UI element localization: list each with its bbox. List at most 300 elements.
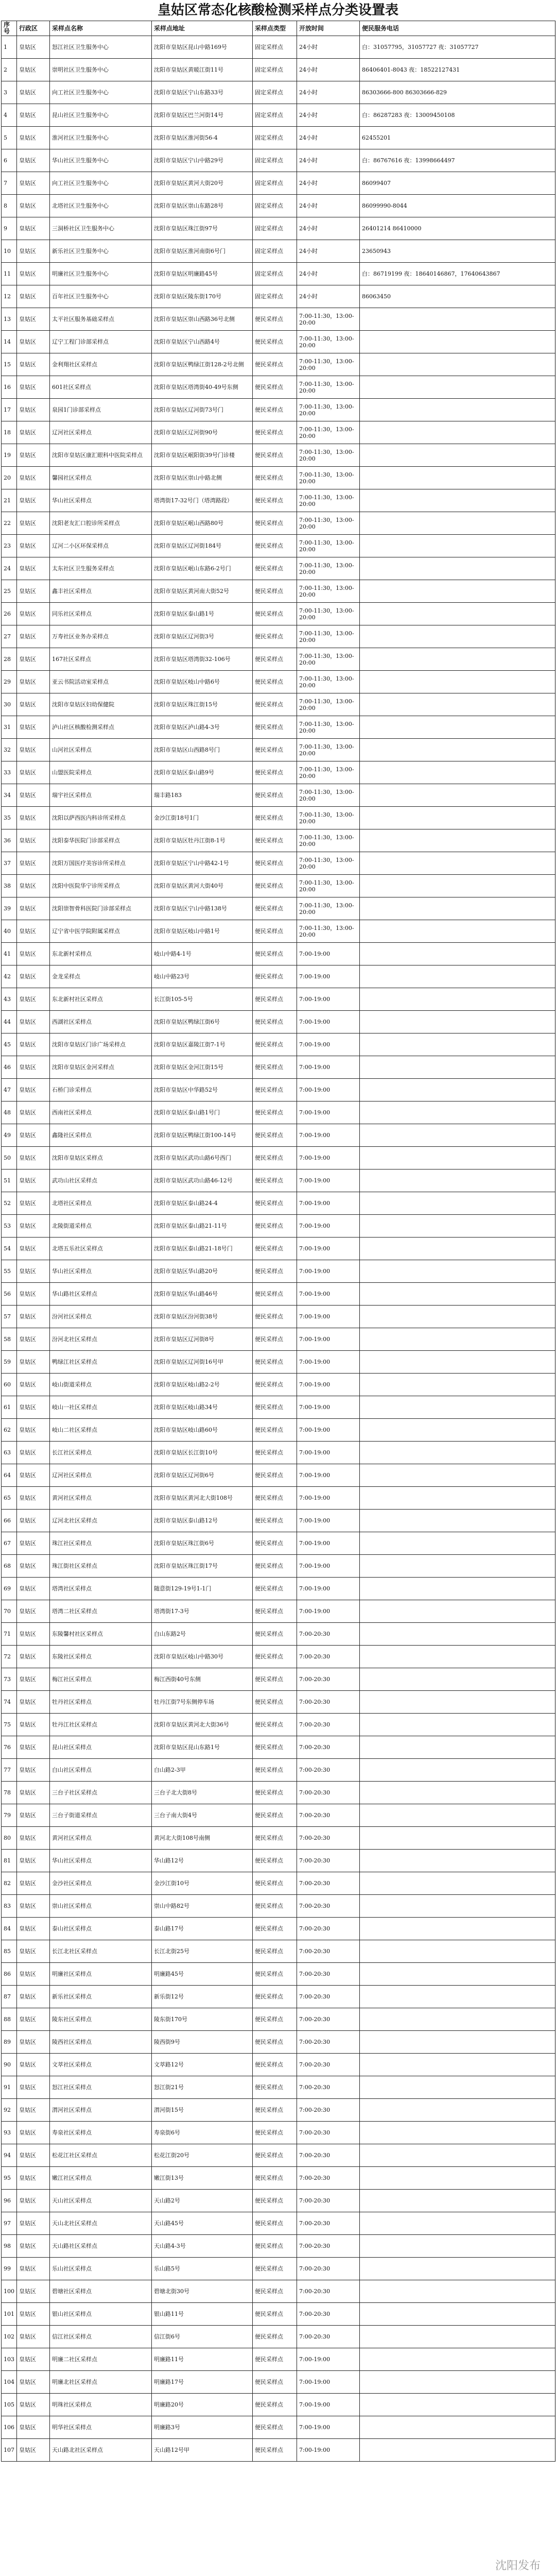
cell-phone: 86406401-8043 夜：18522127431 (360, 59, 555, 81)
cell-site-name: 东陵馨村社区采样点 (50, 1623, 152, 1646)
table-row (2, 1328, 555, 1351)
cell-phone (360, 1487, 555, 1510)
table-row (2, 36, 555, 59)
cell-district: 皇姑区 (17, 625, 50, 648)
cell-open-hours: 7:00-11:30，13:00-20:00 (297, 671, 360, 693)
cell-site-type: 便民采样点 (253, 2416, 297, 2439)
watermark: 沈阳发布 (495, 2560, 541, 2572)
cell-district: 皇姑区 (17, 149, 50, 172)
cell-district: 皇姑区 (17, 2303, 50, 2326)
cell-district: 皇姑区 (17, 1464, 50, 1487)
cell-open-hours: 24小时 (297, 172, 360, 195)
cell-site-name: 淮河社区卫生服务中心 (50, 127, 152, 149)
cell-site-type: 固定采样点 (253, 127, 297, 149)
table-row (2, 2190, 555, 2212)
table-row (2, 172, 555, 195)
cell-site-type: 便民采样点 (253, 1056, 297, 1079)
cell-site-type: 便民采样点 (253, 1646, 297, 1668)
cell-site-type: 便民采样点 (253, 1918, 297, 1940)
cell-phone (360, 1306, 555, 1328)
table-row (2, 353, 555, 376)
cell-site-address: 沈阳市皇姑区泰山路21-18号门 (152, 1238, 253, 1260)
cell-index: 46 (2, 1056, 17, 1079)
table-row (2, 739, 555, 761)
cell-open-hours: 24小时 (297, 263, 360, 285)
table-row (2, 1623, 555, 1646)
cell-index: 107 (2, 2439, 17, 2462)
cell-district: 皇姑区 (17, 1260, 50, 1283)
cell-site-name: 北塔社区采样点 (50, 1192, 152, 1215)
table-row (2, 829, 555, 852)
cell-phone (360, 2258, 555, 2280)
cell-site-name: 华山社区采样点 (50, 1260, 152, 1283)
cell-site-type: 便民采样点 (253, 467, 297, 489)
cell-site-address: 沈阳市皇姑区泸山路4-3号 (152, 716, 253, 739)
cell-district: 皇姑区 (17, 943, 50, 965)
cell-district: 皇姑区 (17, 1895, 50, 1918)
cell-site-name: 黄河社区采样点 (50, 1487, 152, 1510)
cell-site-type: 便民采样点 (253, 2280, 297, 2303)
cell-site-name: 太平社区服务基础采样点 (50, 308, 152, 331)
cell-site-name: 沈阳泰华医院门诊部采样点 (50, 829, 152, 852)
cell-site-name: 601社区采样点 (50, 376, 152, 399)
cell-site-type: 便民采样点 (253, 920, 297, 943)
cell-site-type: 便民采样点 (253, 489, 297, 512)
cell-index: 104 (2, 2371, 17, 2394)
cell-site-type: 便民采样点 (253, 784, 297, 807)
cell-open-hours: 7:00-11:30，13:00-20:00 (297, 829, 360, 852)
table-row (2, 2258, 555, 2280)
cell-site-name: 长江北社区采样点 (50, 1940, 152, 1963)
table-row (2, 920, 555, 943)
cell-index: 94 (2, 2144, 17, 2167)
cell-index: 89 (2, 2031, 17, 2054)
cell-site-name: 珠江社区采样点 (50, 1532, 152, 1555)
table-row (2, 1532, 555, 1555)
cell-district: 皇姑区 (17, 1442, 50, 1464)
cell-index: 16 (2, 376, 17, 399)
table-row (2, 1736, 555, 1759)
cell-site-type: 便民采样点 (253, 1759, 297, 1782)
cell-site-type: 便民采样点 (253, 376, 297, 399)
cell-open-hours: 7:00-19:00 (297, 1147, 360, 1170)
cell-phone (360, 829, 555, 852)
cell-site-address: 渭河街15号 (152, 2099, 253, 2122)
table-row (2, 603, 555, 625)
cell-open-hours: 7:00-19:00 (297, 2439, 360, 2462)
cell-site-address: 新乐街12号 (152, 1986, 253, 2008)
cell-site-name: 辽河社区采样点 (50, 1464, 152, 1487)
cell-phone (360, 512, 555, 535)
cell-site-address: 寿泉街6号 (152, 2122, 253, 2144)
cell-site-name: 汾河社区采样点 (50, 1306, 152, 1328)
cell-district: 皇姑区 (17, 1804, 50, 1827)
cell-site-type: 固定采样点 (253, 195, 297, 217)
table-row (2, 2416, 555, 2439)
cell-district: 皇姑区 (17, 693, 50, 716)
table-row (2, 1238, 555, 1260)
cell-site-type: 便民采样点 (253, 2054, 297, 2076)
cell-phone (360, 716, 555, 739)
cell-index: 17 (2, 399, 17, 421)
table-row (2, 1600, 555, 1623)
cell-index: 67 (2, 1532, 17, 1555)
cell-index: 38 (2, 875, 17, 897)
cell-phone (360, 2122, 555, 2144)
cell-site-type: 便民采样点 (253, 1668, 297, 1691)
cell-index: 13 (2, 308, 17, 331)
cell-site-address: 沈阳市皇姑区黄河北大街36号 (152, 1714, 253, 1736)
cell-site-address: 三台子南大街4号 (152, 1804, 253, 1827)
cell-phone (360, 1872, 555, 1895)
cell-site-type: 便民采样点 (253, 353, 297, 376)
cell-index: 84 (2, 1918, 17, 1940)
cell-site-type: 便民采样点 (253, 1101, 297, 1124)
cell-open-hours: 7:00-20:30 (297, 1940, 360, 1963)
header-district: 行政区 (17, 21, 50, 36)
cell-open-hours: 7:00-19:00 (297, 2348, 360, 2371)
cell-site-address: 沈阳市皇姑区岷山东路6-2号门 (152, 557, 253, 580)
cell-index: 56 (2, 1283, 17, 1306)
sampling-sites-table (1, 21, 555, 2462)
cell-open-hours: 7:00-19:00 (297, 1101, 360, 1124)
table-row (2, 875, 555, 897)
cell-site-address: 沈阳市皇姑区辽河街184号 (152, 535, 253, 557)
table-row (2, 217, 555, 240)
table-row (2, 376, 555, 399)
cell-phone (360, 2054, 555, 2076)
cell-district: 皇姑区 (17, 1691, 50, 1714)
cell-site-type: 便民采样点 (253, 1623, 297, 1646)
cell-site-name: 东陵社区采样点 (50, 1646, 152, 1668)
cell-site-address: 沈阳市皇姑区武功山路46-12号 (152, 1170, 253, 1192)
cell-site-name: 沈阳市皇姑区妇幼保健院 (50, 693, 152, 716)
cell-site-type: 固定采样点 (253, 36, 297, 59)
cell-index: 34 (2, 784, 17, 807)
cell-site-name: 寿泉社区采样点 (50, 2122, 152, 2144)
cell-site-type: 便民采样点 (253, 988, 297, 1011)
cell-site-name: 辽河北社区采样点 (50, 1510, 152, 1532)
cell-phone (360, 2439, 555, 2462)
table-row (2, 1895, 555, 1918)
cell-site-type: 便民采样点 (253, 1691, 297, 1714)
cell-site-type: 便民采样点 (253, 1192, 297, 1215)
cell-open-hours: 7:00-11:30，13:00-20:00 (297, 648, 360, 671)
cell-index: 82 (2, 1872, 17, 1895)
cell-open-hours: 7:00-20:30 (297, 1623, 360, 1646)
cell-site-type: 便民采样点 (253, 716, 297, 739)
cell-site-type: 便民采样点 (253, 1986, 297, 2008)
cell-site-address: 天山路12号甲 (152, 2439, 253, 2462)
cell-site-name: 塔湾二社区采样点 (50, 1600, 152, 1623)
table-row (2, 285, 555, 308)
cell-site-address: 白山东路2号 (152, 1623, 253, 1646)
cell-site-address: 沈阳市皇姑区岐山路34号 (152, 1396, 253, 1419)
cell-district: 皇姑区 (17, 1850, 50, 1872)
cell-open-hours: 7:00-19:00 (297, 1396, 360, 1419)
cell-index: 10 (2, 240, 17, 263)
cell-site-name: 明珠社区采样点 (50, 2394, 152, 2416)
cell-index: 96 (2, 2190, 17, 2212)
cell-site-name: 瑞宇社区采样点 (50, 784, 152, 807)
cell-site-name: 沈阳老友汇口腔诊所采样点 (50, 512, 152, 535)
cell-district: 皇姑区 (17, 1487, 50, 1510)
cell-site-type: 便民采样点 (253, 2144, 297, 2167)
table-row (2, 1804, 555, 1827)
cell-site-name: 山河社区采样点 (50, 739, 152, 761)
cell-site-address: 沈阳市皇姑区山西路8号门 (152, 739, 253, 761)
cell-site-name: 沈阳市皇姑区采样点 (50, 1147, 152, 1170)
cell-phone (360, 965, 555, 988)
cell-district: 皇姑区 (17, 761, 50, 784)
cell-phone (360, 1782, 555, 1804)
cell-site-type: 便民采样点 (253, 1940, 297, 1963)
cell-index: 22 (2, 512, 17, 535)
cell-site-name: 华山社区采样点 (50, 489, 152, 512)
cell-phone: 白：86767616 夜：13998664497 (360, 149, 555, 172)
cell-site-type: 便民采样点 (253, 1306, 297, 1328)
cell-index: 60 (2, 1374, 17, 1396)
cell-site-type: 便民采样点 (253, 444, 297, 467)
cell-index: 12 (2, 285, 17, 308)
cell-phone: 白：86287283 夜：13009450108 (360, 104, 555, 127)
cell-district: 皇姑区 (17, 1736, 50, 1759)
cell-index: 93 (2, 2122, 17, 2144)
cell-site-type: 便民采样点 (253, 739, 297, 761)
cell-index: 77 (2, 1759, 17, 1782)
table-row (2, 1578, 555, 1600)
cell-phone (360, 1238, 555, 1260)
cell-phone: 26401214 86410000 (360, 217, 555, 240)
cell-phone (360, 1578, 555, 1600)
table-row (2, 2326, 555, 2348)
cell-site-name: 长江社区采样点 (50, 1442, 152, 1464)
cell-index: 69 (2, 1578, 17, 1600)
cell-open-hours: 7:00-20:30 (297, 1827, 360, 1850)
cell-district: 皇姑区 (17, 127, 50, 149)
cell-phone (360, 2144, 555, 2167)
cell-open-hours: 7:00-11:30，13:00-20:00 (297, 807, 360, 829)
cell-site-address: 沈阳市皇姑区黄河大街40号 (152, 875, 253, 897)
cell-phone (360, 1033, 555, 1056)
table-row (2, 784, 555, 807)
table-row (2, 1850, 555, 1872)
cell-open-hours: 7:00-11:30，13:00-20:00 (297, 897, 360, 920)
cell-phone: 86063450 (360, 285, 555, 308)
cell-district: 皇姑区 (17, 195, 50, 217)
cell-index: 5 (2, 127, 17, 149)
cell-site-address: 沈阳市皇姑区宁山西路4号 (152, 331, 253, 353)
cell-site-type: 便民采样点 (253, 2099, 297, 2122)
cell-open-hours: 7:00-20:30 (297, 2303, 360, 2326)
cell-site-name: 华山社区采样点 (50, 1850, 152, 1872)
cell-site-address: 沈阳市皇姑区巴兰河街14号 (152, 104, 253, 127)
cell-site-address: 沈阳市皇姑区崇山中路北侧 (152, 467, 253, 489)
cell-district: 皇姑区 (17, 1351, 50, 1374)
cell-phone (360, 2303, 555, 2326)
cell-district: 皇姑区 (17, 2144, 50, 2167)
cell-district: 皇姑区 (17, 580, 50, 603)
cell-index: 44 (2, 1011, 17, 1033)
cell-open-hours: 7:00-19:00 (297, 1079, 360, 1101)
cell-phone (360, 1147, 555, 1170)
cell-phone (360, 2076, 555, 2099)
cell-district: 皇姑区 (17, 2371, 50, 2394)
cell-open-hours: 7:00-19:00 (297, 1056, 360, 1079)
cell-index: 33 (2, 761, 17, 784)
cell-site-type: 便民采样点 (253, 2212, 297, 2235)
cell-index: 58 (2, 1328, 17, 1351)
table-row (2, 1668, 555, 1691)
cell-district: 皇姑区 (17, 1510, 50, 1532)
cell-district: 皇姑区 (17, 2122, 50, 2144)
cell-open-hours: 7:00-11:30，13:00-20:00 (297, 716, 360, 739)
cell-district: 皇姑区 (17, 263, 50, 285)
cell-index: 68 (2, 1555, 17, 1578)
cell-site-type: 便民采样点 (253, 1238, 297, 1260)
header-index: 序号 (2, 21, 17, 36)
header-site-address: 采样点地址 (152, 21, 253, 36)
cell-phone (360, 739, 555, 761)
header-site-name: 采样点名称 (50, 21, 152, 36)
cell-index: 29 (2, 671, 17, 693)
cell-site-name: 怒江社区卫生服务中心 (50, 36, 152, 59)
cell-index: 61 (2, 1396, 17, 1419)
cell-open-hours: 7:00-19:00 (297, 1442, 360, 1464)
cell-open-hours: 7:00-20:30 (297, 1714, 360, 1736)
cell-site-address: 塔湾街17-32号门（塔湾路段） (152, 489, 253, 512)
cell-open-hours: 7:00-11:30，13:00-20:00 (297, 489, 360, 512)
cell-district: 皇姑区 (17, 1555, 50, 1578)
cell-district: 皇姑区 (17, 1011, 50, 1033)
cell-index: 49 (2, 1124, 17, 1147)
cell-open-hours: 7:00-20:30 (297, 1691, 360, 1714)
table-row (2, 557, 555, 580)
table-row (2, 1396, 555, 1419)
cell-district: 皇姑区 (17, 1827, 50, 1850)
cell-site-address: 怒江街21号 (152, 2076, 253, 2099)
cell-site-type: 便民采样点 (253, 2008, 297, 2031)
cell-district: 皇姑区 (17, 331, 50, 353)
cell-site-address: 沈阳市皇姑区牡丹江街8-1号 (152, 829, 253, 852)
cell-index: 74 (2, 1691, 17, 1714)
cell-site-name: 崇明社区卫生服务中心 (50, 59, 152, 81)
table-row (2, 761, 555, 784)
cell-open-hours: 7:00-20:30 (297, 1668, 360, 1691)
table-row (2, 81, 555, 104)
cell-district: 皇姑区 (17, 308, 50, 331)
cell-site-address: 天山路45号 (152, 2212, 253, 2235)
cell-site-name: 岐山二社区采样点 (50, 1419, 152, 1442)
cell-index: 66 (2, 1510, 17, 1532)
table-row (2, 1419, 555, 1442)
cell-site-address: 沈阳市皇姑区辽河街16号甲 (152, 1351, 253, 1374)
cell-district: 皇姑区 (17, 2167, 50, 2190)
cell-open-hours: 7:00-20:30 (297, 2099, 360, 2122)
cell-site-address: 沈阳市皇姑区珠江街97号 (152, 217, 253, 240)
cell-site-address: 天山路4-3号 (152, 2235, 253, 2258)
table-row (2, 2054, 555, 2076)
table-row (2, 512, 555, 535)
cell-phone (360, 1170, 555, 1192)
cell-site-address: 沈阳市皇姑区岐山中路1号 (152, 920, 253, 943)
cell-open-hours: 7:00-20:30 (297, 2008, 360, 2031)
cell-site-name: 向工社区卫生服务中心 (50, 172, 152, 195)
cell-district: 皇姑区 (17, 240, 50, 263)
cell-index: 3 (2, 81, 17, 104)
cell-site-address: 沈阳市皇姑区岐山中路30号 (152, 1646, 253, 1668)
cell-phone (360, 625, 555, 648)
table-row (2, 1260, 555, 1283)
cell-open-hours: 7:00-11:30，13:00-20:00 (297, 467, 360, 489)
cell-district: 皇姑区 (17, 807, 50, 829)
cell-site-type: 便民采样点 (253, 1487, 297, 1510)
cell-district: 皇姑区 (17, 2326, 50, 2348)
cell-phone (360, 1124, 555, 1147)
cell-open-hours: 7:00-20:30 (297, 1759, 360, 1782)
cell-site-type: 便民采样点 (253, 2235, 297, 2258)
cell-site-address: 沈阳市皇姑区鸭绿江街6号 (152, 1011, 253, 1033)
cell-phone (360, 1827, 555, 1850)
table-row (2, 807, 555, 829)
cell-site-name: 华山路社区采样点 (50, 1283, 152, 1306)
table-row (2, 149, 555, 172)
cell-site-address: 银山路11号 (152, 2303, 253, 2326)
cell-district: 皇姑区 (17, 444, 50, 467)
table-row (2, 1759, 555, 1782)
cell-phone (360, 2008, 555, 2031)
table-row (2, 2144, 555, 2167)
cell-district: 皇姑区 (17, 739, 50, 761)
cell-index: 106 (2, 2416, 17, 2439)
table-row (2, 1442, 555, 1464)
cell-open-hours: 7:00-19:00 (297, 965, 360, 988)
cell-phone (360, 807, 555, 829)
cell-index: 2 (2, 59, 17, 81)
cell-open-hours: 7:00-20:30 (297, 2144, 360, 2167)
cell-phone (360, 875, 555, 897)
cell-district: 皇姑区 (17, 217, 50, 240)
cell-district: 皇姑区 (17, 852, 50, 875)
cell-index: 20 (2, 467, 17, 489)
cell-phone (360, 943, 555, 965)
table-row (2, 671, 555, 693)
cell-site-name: 明廉社区采样点 (50, 1963, 152, 1986)
cell-site-name: 西南社区采样点 (50, 1101, 152, 1124)
cell-site-type: 便民采样点 (253, 535, 297, 557)
cell-site-name: 同乐社区采样点 (50, 603, 152, 625)
cell-open-hours: 7:00-19:00 (297, 1170, 360, 1192)
cell-site-type: 便民采样点 (253, 1532, 297, 1555)
cell-phone (360, 1011, 555, 1033)
table-row (2, 988, 555, 1011)
table-row (2, 1306, 555, 1328)
cell-open-hours: 24小时 (297, 81, 360, 104)
cell-open-hours: 7:00-11:30，13:00-20:00 (297, 512, 360, 535)
cell-district: 皇姑区 (17, 1215, 50, 1238)
header-site-type: 采样点类型 (253, 21, 297, 36)
cell-index: 102 (2, 2326, 17, 2348)
cell-site-type: 便民采样点 (253, 1419, 297, 1442)
cell-district: 皇姑区 (17, 988, 50, 1011)
cell-phone (360, 308, 555, 331)
cell-index: 75 (2, 1714, 17, 1736)
cell-site-address: 沈阳市皇姑区汾河街38号 (152, 1306, 253, 1328)
cell-open-hours: 7:00-20:30 (297, 2054, 360, 2076)
cell-open-hours: 7:00-19:00 (297, 1124, 360, 1147)
cell-site-address: 崇山中路82号 (152, 1895, 253, 1918)
cell-site-type: 便民采样点 (253, 1782, 297, 1804)
